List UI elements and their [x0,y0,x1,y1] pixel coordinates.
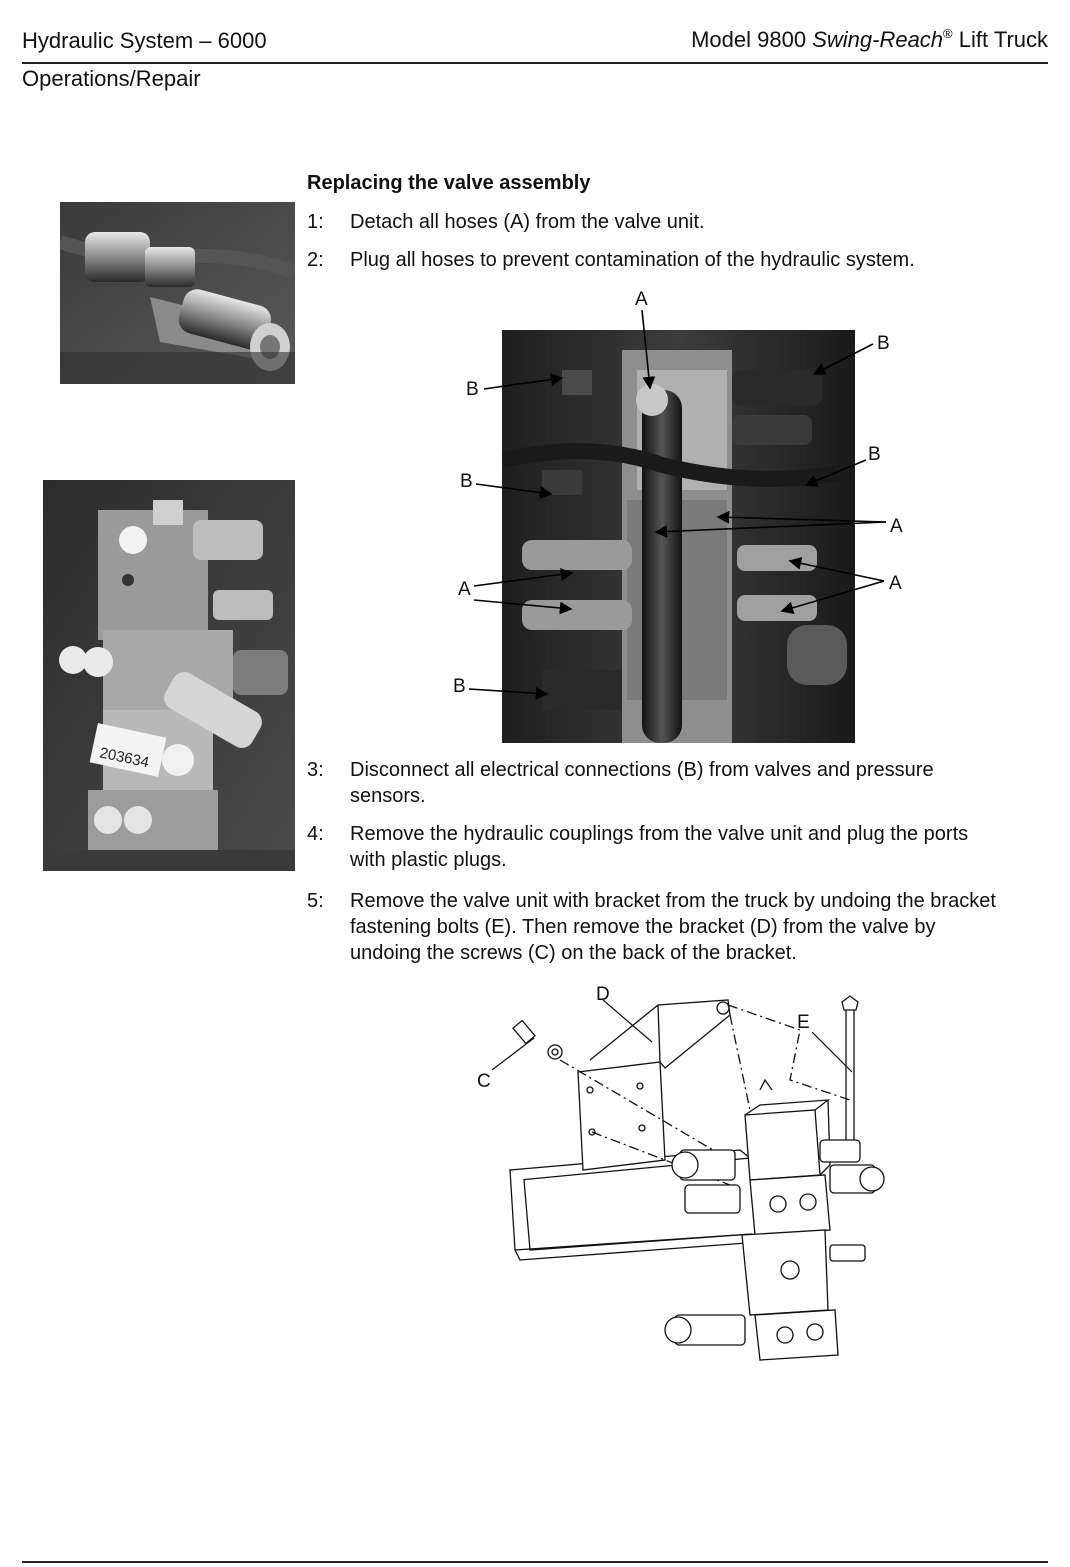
model-suffix: Lift Truck [952,27,1048,52]
step-text-line: Remove the hydraulic couplings from the valve unit and plug the ports [350,823,969,845]
callout-b-left-upper: B [466,379,479,400]
step-3 [307,757,1047,809]
bracket-valve-drawing [460,980,900,1370]
valve-tag-text: 203634 [98,744,151,772]
header-section-title: Hydraulic System – 6000 [22,28,267,53]
step-text-line: Remove the valve unit with bracket from the truck by undoing the bracket [350,890,996,912]
step-text-line: fastening bolts (E). Then remove the bracket (D) from the valve by [350,916,936,938]
callout-c: C [477,1071,491,1092]
registered-mark: ® [943,26,953,41]
model-prefix: Model 9800 [691,27,813,52]
step-text-line: sensors. [350,785,426,807]
callout-a-top: A [635,289,648,310]
header-subsection: Operations/Repair [22,66,201,91]
callout-d: D [596,984,610,1005]
callout-b-right-mid: B [868,444,881,465]
step-text-line: Disconnect all electrical connections (B) from valves and pressure [350,759,934,781]
step-number: 2: [307,249,324,271]
step-number: 1: [307,211,324,233]
photo-callout-leaders [0,0,1070,760]
callout-a-right-upper: A [890,516,903,537]
model-name: Swing-Reach [812,27,944,52]
callout-b-left-bottom: B [453,676,466,697]
step-number: 4: [307,823,324,845]
step-text: Plug all hoses to prevent contamination of the hydraulic system. [350,249,915,271]
callout-b-top-right: B [877,333,890,354]
callout-a-left: A [458,579,471,600]
step-number: 5: [307,890,324,912]
step-text: Detach all hoses (A) from the valve unit. [350,211,705,233]
footer-rule [22,1561,1048,1563]
step-text-line: undoing the screws (C) on the back of the bracket. [350,942,797,964]
callout-e: E [797,1012,810,1033]
section-heading: Replacing the valve assembly [307,172,591,194]
step-4 [307,821,1047,873]
step-text-line: with plastic plugs. [350,849,507,871]
step-number: 3: [307,759,324,781]
step-5 [307,888,1047,966]
callout-b-left-mid: B [460,471,473,492]
callout-a-right-lower: A [889,573,902,594]
